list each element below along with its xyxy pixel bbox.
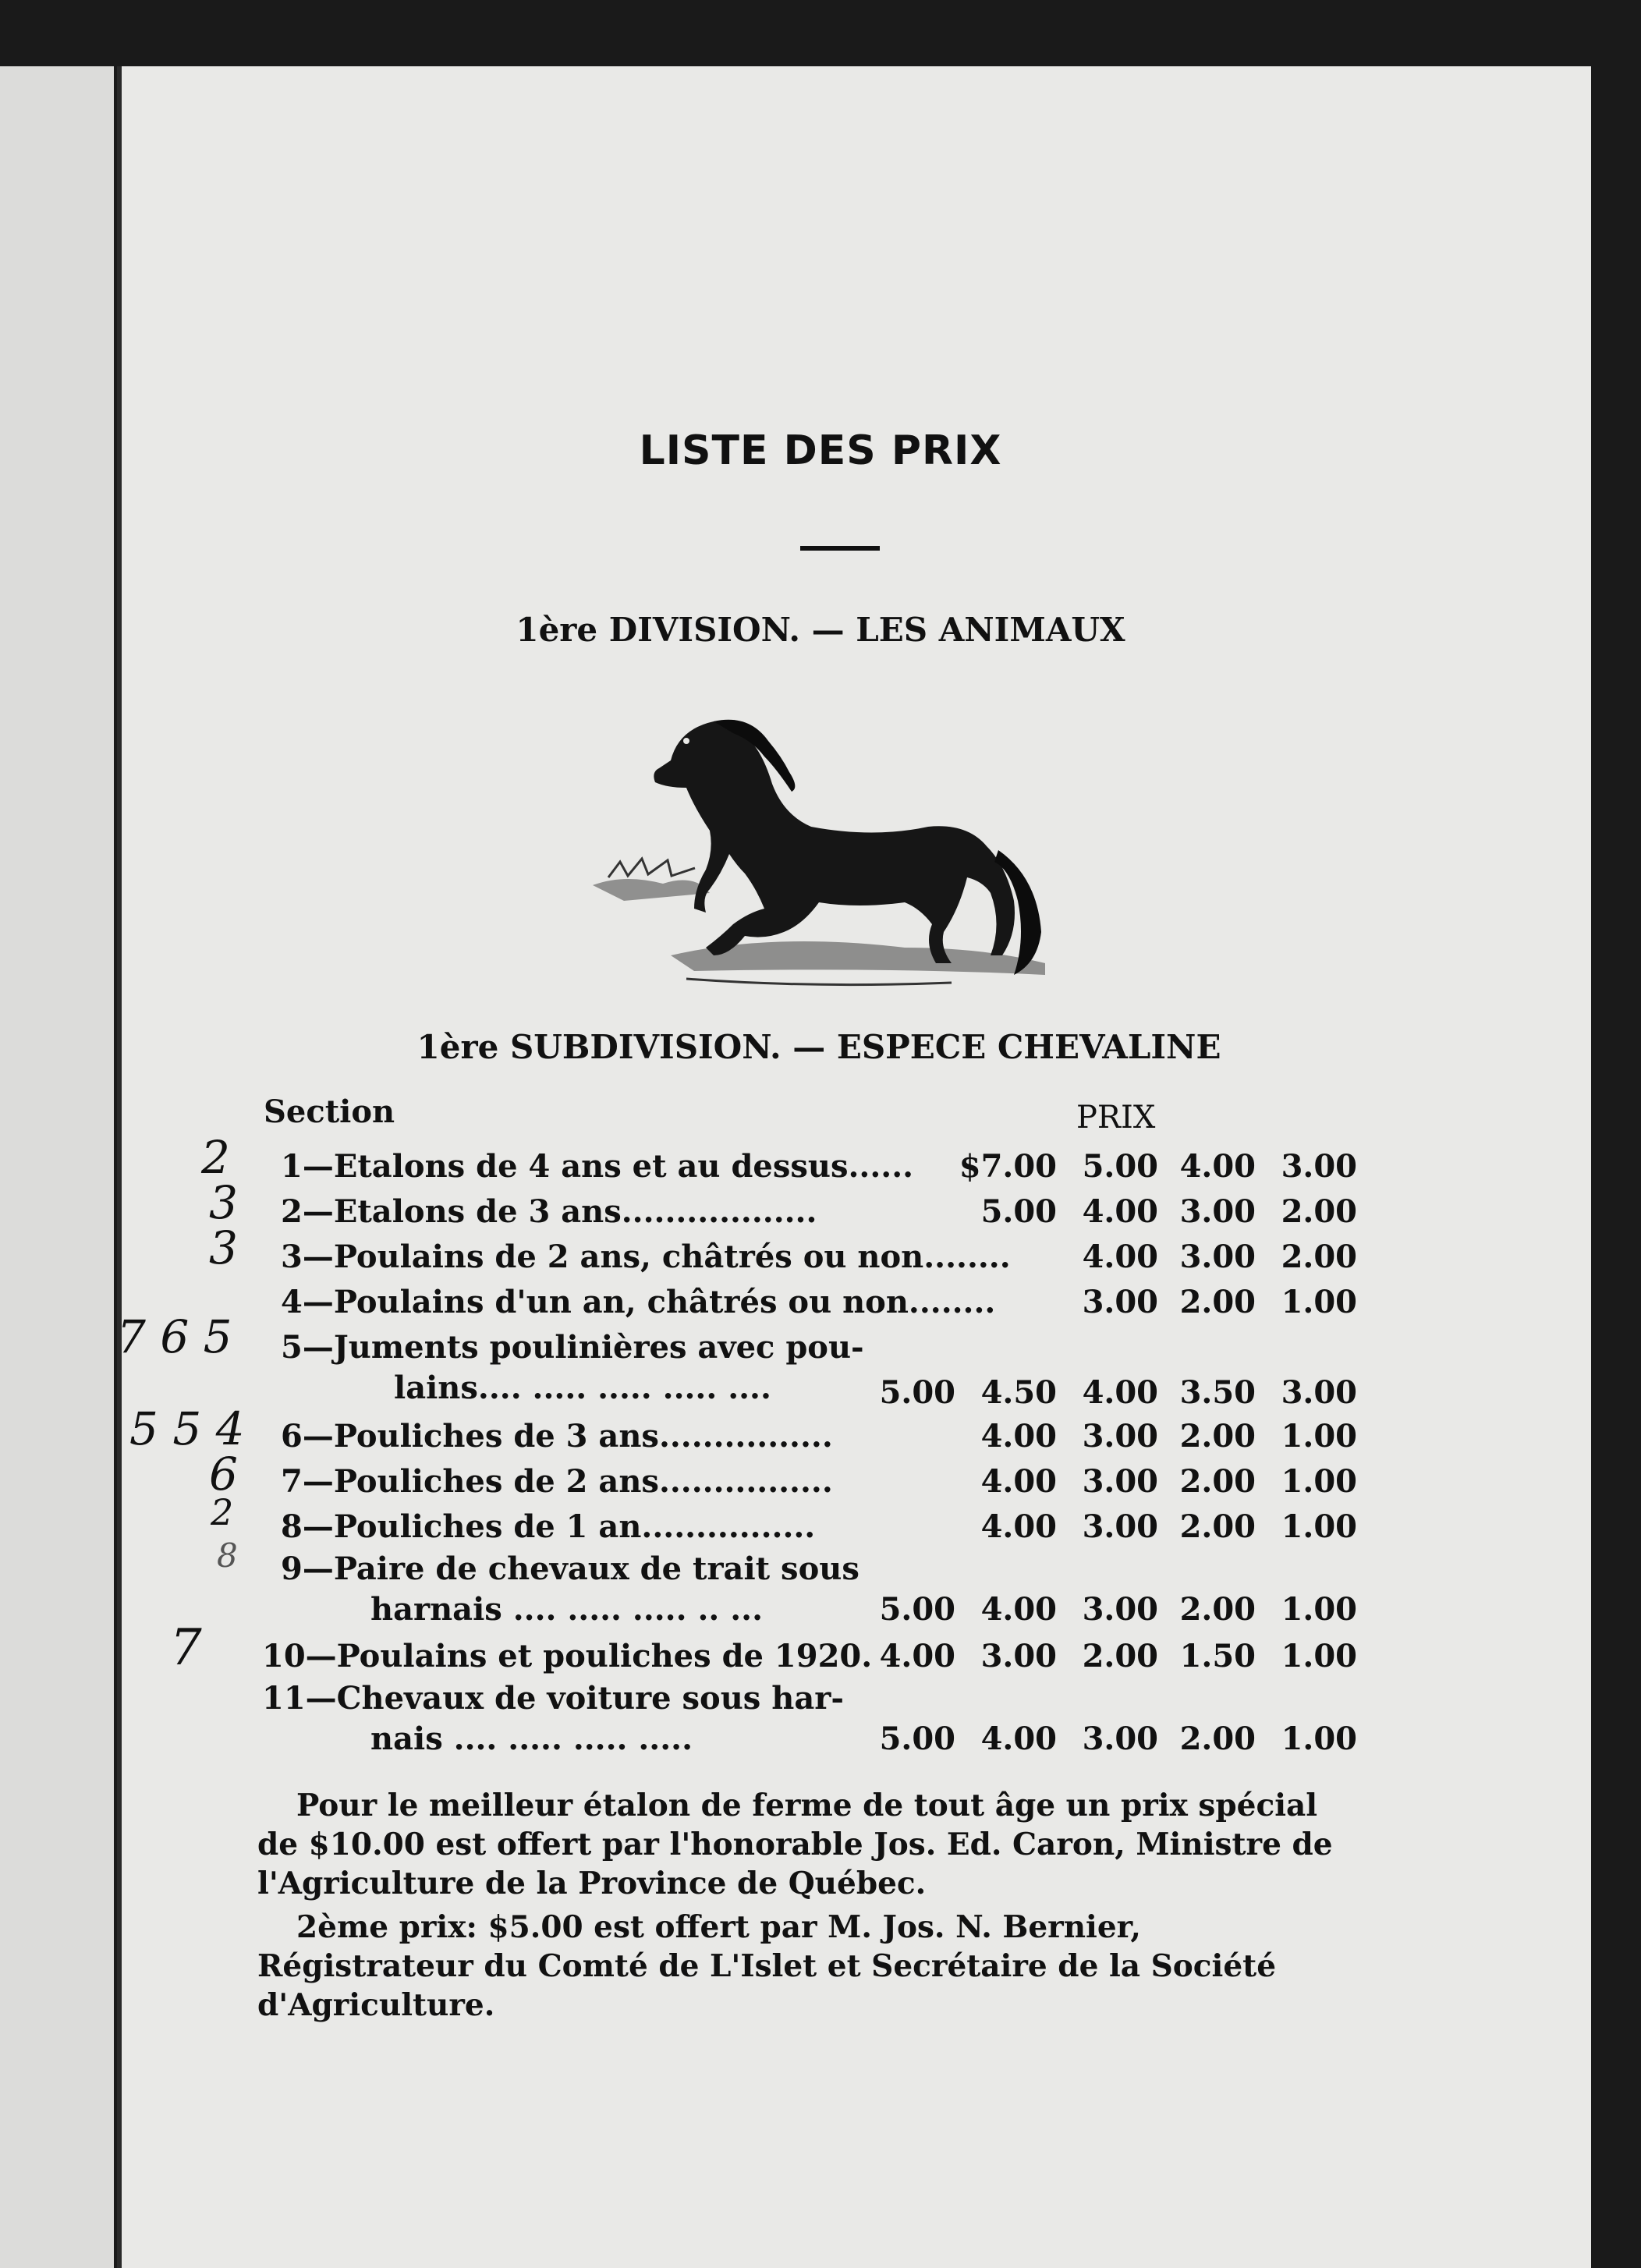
prize-value: 4.00 — [980, 1508, 1057, 1545]
handwritten-mark: 2 — [211, 1491, 234, 1533]
prize-value: 4.00 — [980, 1418, 1057, 1455]
prize-value: 1.00 — [1281, 1508, 1357, 1545]
prix-column-header: PRIX — [1076, 1100, 1156, 1136]
prize-value: 2.00 — [1179, 1284, 1256, 1320]
prize-value: 2.00 — [1281, 1193, 1357, 1230]
prize-value: 3.00 — [980, 1638, 1057, 1674]
title-rule — [800, 546, 880, 551]
page-title: LISTE DES PRIX — [639, 427, 1002, 474]
handwritten-mark: 3 — [209, 1221, 238, 1274]
prize-value: 2.00 — [1082, 1638, 1158, 1674]
second-prize-note: 2ème prix: $5.00 est offert par M. Jos. N. Bernier, Régistrateur du Comté de L'Islet et Secrétaire de la Société d'Agriculture. — [257, 1909, 1277, 2023]
handwritten-mark: 3 — [209, 1176, 238, 1229]
prize-value: 3.00 — [1082, 1418, 1158, 1455]
prize-value: 2.00 — [1179, 1418, 1256, 1455]
table-row-label: 3—Poulains de 2 ans, châtrés ou non........ — [281, 1239, 1011, 1275]
prize-value: 2.00 — [1281, 1239, 1357, 1275]
table-row-label: 9—Paire de chevaux de trait sous — [281, 1550, 859, 1587]
prize-value: 4.00 — [980, 1591, 1057, 1628]
handwritten-mark: 7 6 5 — [117, 1310, 232, 1363]
table-row-label-continued: harnais .... ..... ..... .. ... — [370, 1591, 764, 1628]
prize-value: 1.00 — [1281, 1591, 1357, 1628]
prize-value: 4.00 — [1179, 1148, 1256, 1185]
prize-value: 3.00 — [1082, 1720, 1158, 1757]
handwritten-mark: 8 — [217, 1536, 238, 1575]
prize-value: 3.50 — [1179, 1374, 1256, 1411]
prize-value: $7.00 — [959, 1148, 1057, 1185]
prize-value: 5.00 — [879, 1591, 955, 1628]
prize-value: 5.00 — [980, 1193, 1057, 1230]
division-heading: 1ère DIVISION. — LES ANIMAUX — [516, 611, 1125, 649]
prize-value: 1.00 — [1281, 1418, 1357, 1455]
prize-value: 5.00 — [879, 1720, 955, 1757]
prize-value: 1.00 — [1281, 1720, 1357, 1757]
table-row-label: 4—Poulains d'un an, châtrés ou non........ — [281, 1284, 996, 1320]
prize-value: 4.00 — [1082, 1374, 1158, 1411]
handwritten-mark: 5 5 4 — [129, 1402, 245, 1455]
prize-value: 3.00 — [1082, 1508, 1158, 1545]
handwritten-mark: 7 — [170, 1619, 202, 1677]
prize-value: 4.00 — [1082, 1193, 1158, 1230]
handwritten-mark: 6 — [209, 1448, 238, 1501]
prize-value: 1.00 — [1281, 1638, 1357, 1674]
prize-value: 2.00 — [1179, 1591, 1256, 1628]
table-row-label: 10—Poulains et pouliches de 1920. — [262, 1638, 873, 1674]
horse-illustration — [577, 698, 1053, 1002]
prize-value: 3.00 — [1179, 1239, 1256, 1275]
page-spine-edge — [117, 66, 122, 2268]
prize-value: 4.50 — [980, 1374, 1057, 1411]
prize-value: 4.00 — [980, 1720, 1057, 1757]
prize-value: 3.00 — [1179, 1193, 1256, 1230]
table-row-label: 2—Etalons de 3 ans.................. — [281, 1193, 817, 1230]
prize-value: 3.00 — [1281, 1148, 1357, 1185]
subdivision-heading: 1ère SUBDIVISION. — ESPECE CHEVALINE — [416, 1028, 1221, 1066]
handwritten-mark: 2 — [201, 1131, 230, 1184]
prize-value: 2.00 — [1179, 1720, 1256, 1757]
prize-value: 3.00 — [1082, 1591, 1158, 1628]
prize-value: 3.00 — [1082, 1463, 1158, 1500]
special-prize-note: Pour le meilleur étalon de ferme de tout âge un prix spécial de $10.00 est offert par l'honorable Jos. Ed. Caron, Ministre de l'Agriculture de la Province de Québec. — [257, 1788, 1333, 1901]
prize-value: 5.00 — [879, 1374, 955, 1411]
table-row-label: 8—Pouliches de 1 an................ — [281, 1508, 816, 1545]
table-row-label: 6—Pouliches de 3 ans................ — [281, 1418, 833, 1455]
prize-value: 3.00 — [1082, 1284, 1158, 1320]
prize-value: 4.00 — [1082, 1239, 1158, 1275]
table-row-label-continued: nais .... ..... ..... ..... — [370, 1720, 693, 1757]
table-row-label: 1—Etalons de 4 ans et au dessus...... — [281, 1148, 914, 1185]
table-row-label: 11—Chevaux de voiture sous har- — [262, 1680, 844, 1717]
prize-value: 2.00 — [1179, 1508, 1256, 1545]
prize-value: 1.50 — [1179, 1638, 1256, 1674]
prize-value: 4.00 — [980, 1463, 1057, 1500]
adjacent-page-edge — [0, 66, 114, 2268]
table-row-label: 7—Pouliches de 2 ans................ — [281, 1463, 833, 1500]
table-row-label: 5—Juments poulinières avec pou- — [281, 1329, 864, 1366]
prize-value: 1.00 — [1281, 1284, 1357, 1320]
prize-value: 3.00 — [1281, 1374, 1357, 1411]
prize-value: 5.00 — [1082, 1148, 1158, 1185]
section-column-header: Section — [264, 1093, 395, 1130]
prize-value: 1.00 — [1281, 1463, 1357, 1500]
prize-value: 4.00 — [879, 1638, 955, 1674]
prize-value: 2.00 — [1179, 1463, 1256, 1500]
table-row-label-continued: lains.... ..... ..... ..... .... — [394, 1370, 771, 1406]
